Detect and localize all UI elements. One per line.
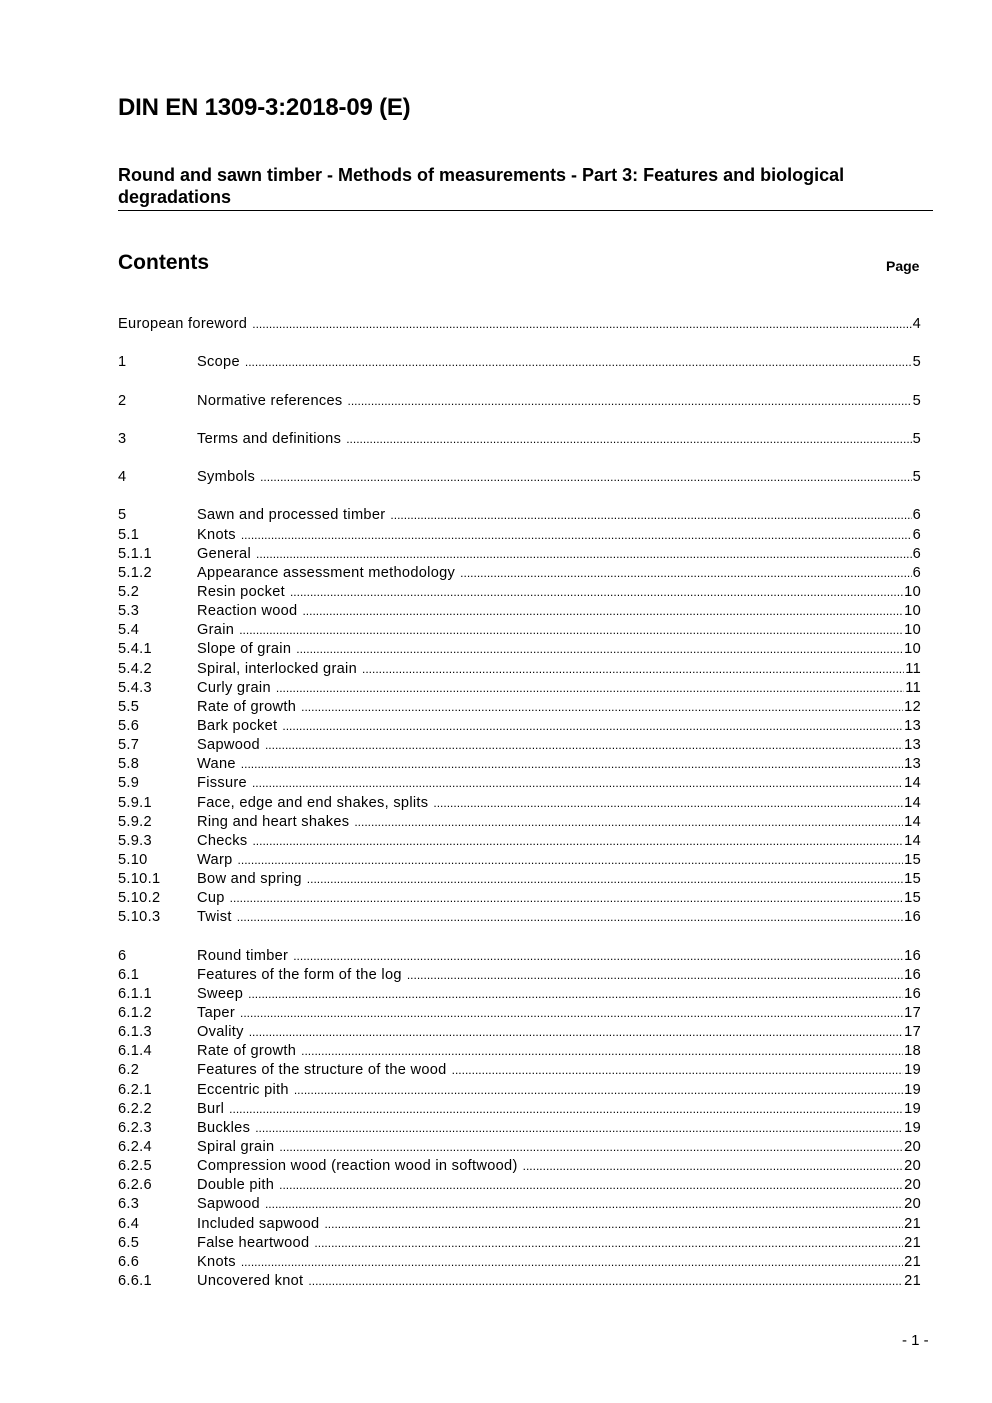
toc-entry-title: Ring and heart shakes (197, 813, 350, 830)
toc-entry-title: Sweep (197, 985, 244, 1002)
toc-entry-title: Double pith (197, 1177, 275, 1194)
toc-entry-number: 6.1.2 (118, 1005, 152, 1022)
toc-dot-leader (276, 679, 904, 698)
toc-entry-page: 10 (904, 622, 921, 639)
toc-entry-page: 16 (904, 966, 921, 983)
toc-entry-page: 6 (912, 545, 921, 562)
toc-entry[interactable] (118, 966, 921, 985)
toc-entry-number: 6.4 (118, 1215, 140, 1232)
toc-entry[interactable] (118, 1081, 921, 1100)
toc-entry-number: 6.1 (118, 966, 140, 983)
toc-dot-leader (252, 774, 903, 793)
toc-entry[interactable] (118, 315, 921, 334)
toc-entry-page: 10 (904, 603, 921, 620)
toc-entry-title: Face, edge and end shakes, splits (197, 794, 429, 811)
toc-entry-page: 20 (904, 1139, 921, 1156)
toc-entry[interactable] (118, 1253, 921, 1272)
toc-entry-page: 21 (904, 1273, 921, 1290)
toc-dot-leader (241, 755, 903, 774)
toc-dot-leader (249, 1023, 903, 1042)
toc-entry[interactable] (118, 545, 921, 564)
toc-entry-page: 12 (904, 698, 921, 715)
toc-entry-title: Compression wood (reaction wood in softwood) (197, 1158, 518, 1175)
toc-entry[interactable] (118, 908, 921, 927)
toc-dot-leader (241, 1253, 903, 1272)
toc-entry-title: European foreword (118, 316, 248, 332)
toc-entry[interactable] (118, 1215, 921, 1234)
toc-entry-page: 11 (905, 660, 921, 677)
toc-entry-number: 5.5 (118, 698, 140, 715)
toc-entry-number: 5.6 (118, 717, 140, 734)
toc-dot-leader (265, 736, 903, 755)
toc-entry[interactable] (118, 1100, 921, 1119)
toc-entry-title: Scope (197, 354, 240, 371)
toc-entry[interactable] (118, 621, 921, 640)
toc-dot-leader (279, 1176, 903, 1195)
toc-entry[interactable] (118, 1195, 921, 1214)
toc-entry-page: 14 (904, 813, 921, 830)
toc-dot-leader (256, 545, 912, 564)
toc-dot-leader (302, 602, 903, 621)
toc-dot-leader (407, 966, 903, 985)
toc-dot-leader (279, 1138, 903, 1157)
toc-entry-page: 14 (904, 775, 921, 792)
toc-entry[interactable] (118, 774, 921, 793)
toc-entry-number: 6.6 (118, 1253, 140, 1270)
toc-entry[interactable] (118, 794, 921, 813)
toc-entry-title: Normative references (197, 392, 343, 409)
toc-entry[interactable] (118, 602, 921, 621)
toc-entry-number: 5.7 (118, 737, 140, 754)
toc-entry-page: 16 (904, 909, 921, 926)
toc-entry-title: Buckles (197, 1119, 251, 1136)
toc-entry-title: Rate of growth (197, 698, 297, 715)
contents-heading: Contents (118, 251, 209, 274)
toc-entry-page: 14 (904, 794, 921, 811)
toc-dot-leader (245, 353, 912, 372)
toc-dot-leader (362, 660, 904, 679)
toc-entry[interactable] (118, 1119, 921, 1138)
toc-entry-page: 15 (904, 851, 921, 868)
toc-entry-number: 5.1 (118, 526, 140, 543)
toc-entry[interactable] (118, 1272, 921, 1291)
toc-entry-page: 13 (904, 756, 921, 773)
toc-dot-leader (252, 832, 903, 851)
document-title: Round and sawn timber - Methods of measurements - Part 3: Features and biological degradations (118, 164, 933, 211)
toc-dot-leader (433, 794, 903, 813)
toc-entry[interactable] (118, 1176, 921, 1195)
toc-entry-title: Spiral, interlocked grain (197, 660, 358, 677)
toc-entry-page: 5 (912, 354, 921, 371)
toc-dot-leader (296, 640, 903, 659)
toc-entry-number: 5.10 (118, 851, 148, 868)
toc-dot-leader (240, 1004, 903, 1023)
table-of-contents (118, 315, 921, 1291)
toc-entry-number: 6.1.1 (118, 985, 152, 1002)
toc-entry-page: 17 (904, 1024, 921, 1041)
toc-entry[interactable] (118, 851, 921, 870)
toc-entry-page: 6 (912, 526, 921, 543)
toc-entry[interactable] (118, 430, 921, 449)
toc-entry-number: 6.6.1 (118, 1273, 152, 1290)
toc-entry[interactable] (118, 468, 921, 487)
toc-entry-title: Spiral grain (197, 1139, 275, 1156)
toc-entry-page: 13 (904, 717, 921, 734)
toc-dot-leader (460, 564, 911, 583)
toc-entry[interactable] (118, 679, 921, 698)
toc-entry-title: Uncovered knot (197, 1273, 304, 1290)
toc-entry-page: 20 (904, 1158, 921, 1175)
toc-entry-number: 5.9 (118, 775, 140, 792)
toc-entry-page: 20 (904, 1177, 921, 1194)
toc-entry-title: False heartwood (197, 1234, 310, 1251)
toc-entry-number: 6.2 (118, 1062, 140, 1079)
toc-entry-title: Ovality (197, 1024, 244, 1041)
toc-dot-leader (354, 813, 903, 832)
toc-entry-page: 5 (912, 392, 921, 409)
toc-entry-number: 5.9.3 (118, 832, 152, 849)
toc-dot-leader (452, 1061, 904, 1080)
toc-entry-page: 15 (904, 871, 921, 888)
toc-entry-page: 20 (904, 1196, 921, 1213)
toc-entry-number: 5.1.2 (118, 564, 152, 581)
toc-entry-number: 3 (118, 430, 127, 447)
toc-dot-leader (346, 430, 911, 449)
toc-entry-page: 21 (904, 1215, 921, 1232)
toc-entry[interactable] (118, 1004, 921, 1023)
page-column-heading: Page (886, 258, 920, 274)
toc-entry[interactable] (118, 947, 921, 966)
toc-entry-number: 6.3 (118, 1196, 140, 1213)
toc-entry-number: 5.2 (118, 583, 140, 600)
toc-entry-title: Knots (197, 1253, 236, 1270)
toc-entry-number: 6.1.3 (118, 1024, 152, 1041)
toc-entry[interactable] (118, 1234, 921, 1253)
toc-entry-page: 21 (904, 1253, 921, 1270)
toc-entry-number: 5.4.3 (118, 679, 152, 696)
toc-entry-page: 18 (904, 1043, 921, 1060)
toc-entry-title: Wane (197, 756, 236, 773)
toc-entry-page: 21 (904, 1234, 921, 1251)
toc-entry-number: 5.10.2 (118, 890, 161, 907)
toc-entry-title: Sapwood (197, 737, 260, 754)
toc-entry-number: 5.8 (118, 756, 140, 773)
toc-entry-number: 6.2.3 (118, 1119, 152, 1136)
toc-entry-number: 6.1.4 (118, 1043, 152, 1060)
toc-entry-page: 19 (904, 1100, 921, 1117)
toc-entry-title: Cup (197, 890, 225, 907)
toc-entry-page: 15 (904, 890, 921, 907)
toc-entry-number: 5.10.3 (118, 909, 161, 926)
toc-entry[interactable] (118, 889, 921, 908)
toc-entry-title: Eccentric pith (197, 1081, 289, 1098)
toc-dot-leader (229, 1100, 903, 1119)
toc-dot-leader (294, 1081, 903, 1100)
toc-entry[interactable] (118, 698, 921, 717)
toc-entry-number: 6 (118, 947, 127, 964)
toc-entry[interactable] (118, 755, 921, 774)
toc-dot-leader (314, 1234, 903, 1253)
toc-dot-leader (241, 526, 912, 545)
toc-entry-page: 14 (904, 832, 921, 849)
toc-entry[interactable] (118, 985, 921, 1004)
toc-entry[interactable] (118, 660, 921, 679)
toc-entry-page: 19 (904, 1062, 921, 1079)
toc-entry[interactable] (118, 717, 921, 736)
toc-entry-title: Warp (197, 851, 233, 868)
toc-entry-title: Symbols (197, 469, 256, 486)
toc-dot-leader (301, 698, 903, 717)
toc-entry-title: Checks (197, 832, 248, 849)
toc-dot-leader (238, 851, 904, 870)
toc-entry-title: Appearance assessment methodology (197, 564, 456, 581)
toc-entry[interactable] (118, 832, 921, 851)
toc-entry-page: 13 (904, 737, 921, 754)
toc-entry-title: General (197, 545, 252, 562)
toc-entry-title: Bark pocket (197, 717, 278, 734)
toc-entry-number: 5.4.1 (118, 641, 152, 658)
toc-entry-title: Included sapwood (197, 1215, 320, 1232)
toc-dot-leader (307, 870, 903, 889)
toc-dot-leader (248, 985, 903, 1004)
toc-entry-number: 4 (118, 469, 127, 486)
toc-dot-leader (293, 947, 903, 966)
toc-dot-leader (255, 1119, 903, 1138)
toc-entry-number: 6.2.4 (118, 1139, 152, 1156)
toc-dot-leader (260, 468, 912, 487)
toc-entry-title: Curly grain (197, 679, 271, 696)
toc-dot-leader (390, 506, 911, 525)
toc-entry[interactable] (118, 1138, 921, 1157)
toc-entry-number: 1 (118, 354, 127, 371)
toc-dot-leader (523, 1157, 904, 1176)
toc-dot-leader (265, 1195, 903, 1214)
toc-entry-title: Round timber (197, 947, 289, 964)
toc-entry-title: Fissure (197, 775, 247, 792)
toc-entry-title: Bow and spring (197, 871, 302, 888)
toc-dot-leader (348, 392, 912, 411)
toc-entry[interactable] (118, 1023, 921, 1042)
toc-entry-number: 5.9.2 (118, 813, 152, 830)
toc-entry-title: Twist (197, 909, 232, 926)
toc-dot-leader (324, 1215, 903, 1234)
toc-entry-number: 5.1.1 (118, 545, 152, 562)
toc-entry-page: 6 (912, 507, 921, 524)
toc-dot-leader (239, 621, 903, 640)
toc-entry-number: 2 (118, 392, 127, 409)
toc-entry-number: 5.9.1 (118, 794, 152, 811)
toc-dot-leader (230, 889, 903, 908)
toc-entry[interactable] (118, 736, 921, 755)
toc-entry-page: 5 (912, 469, 921, 486)
toc-entry[interactable] (118, 1042, 921, 1061)
toc-entry-page: 17 (904, 1005, 921, 1022)
toc-entry-number: 5.10.1 (118, 871, 161, 888)
toc-entry-title: Features of the structure of the wood (197, 1062, 447, 1079)
toc-entry[interactable] (118, 640, 921, 659)
toc-entry[interactable] (118, 506, 921, 525)
toc-entry-page: 16 (904, 947, 921, 964)
toc-entry-title: Resin pocket (197, 583, 285, 600)
toc-entry-title: Terms and definitions (197, 430, 342, 447)
toc-entry-number: 6.2.6 (118, 1177, 152, 1194)
toc-entry-number: 6.2.1 (118, 1081, 152, 1098)
toc-dot-leader (282, 717, 903, 736)
toc-entry-page: 4 (912, 316, 921, 332)
toc-entry-title: Burl (197, 1100, 225, 1117)
toc-entry-page: 19 (904, 1119, 921, 1136)
toc-dot-leader (252, 315, 911, 334)
toc-entry-number: 5.3 (118, 603, 140, 620)
toc-entry-title: Sapwood (197, 1196, 260, 1213)
toc-entry-page: 19 (904, 1081, 921, 1098)
toc-entry-title: Slope of grain (197, 641, 292, 658)
toc-entry-title: Reaction wood (197, 603, 298, 620)
toc-entry[interactable] (118, 353, 921, 372)
toc-entry-number: 6.5 (118, 1234, 140, 1251)
toc-entry-title: Rate of growth (197, 1043, 297, 1060)
toc-entry-number: 6.2.2 (118, 1100, 152, 1117)
toc-entry[interactable] (118, 1157, 921, 1176)
toc-dot-leader (237, 908, 903, 927)
toc-entry-title: Taper (197, 1005, 236, 1022)
toc-entry[interactable] (118, 870, 921, 889)
document-id: DIN EN 1309-3:2018-09 (E) (118, 94, 411, 121)
toc-entry-number: 5.4.2 (118, 660, 152, 677)
toc-entry[interactable] (118, 583, 921, 602)
toc-entry-title: Sawn and processed timber (197, 507, 386, 524)
toc-entry-page: 10 (904, 583, 921, 600)
toc-entry-page: 5 (912, 430, 921, 447)
toc-entry[interactable] (118, 526, 921, 545)
toc-entry-title: Features of the form of the log (197, 966, 402, 983)
toc-entry-page: 16 (904, 985, 921, 1002)
toc-entry-page: 10 (904, 641, 921, 658)
toc-entry[interactable] (118, 564, 921, 583)
toc-entry-number: 5.4 (118, 622, 140, 639)
toc-entry[interactable] (118, 392, 921, 411)
toc-dot-leader (308, 1272, 903, 1291)
toc-entry-page: 6 (912, 564, 921, 581)
toc-entry-page: 11 (905, 679, 921, 696)
toc-entry-number: 5 (118, 507, 127, 524)
page-number: - 1 - (902, 1332, 929, 1349)
toc-dot-leader (290, 583, 903, 602)
toc-entry[interactable] (118, 813, 921, 832)
toc-entry-number: 6.2.5 (118, 1158, 152, 1175)
toc-entry-title: Knots (197, 526, 236, 543)
toc-dot-leader (301, 1042, 903, 1061)
toc-entry-title: Grain (197, 622, 235, 639)
toc-entry[interactable] (118, 1061, 921, 1080)
